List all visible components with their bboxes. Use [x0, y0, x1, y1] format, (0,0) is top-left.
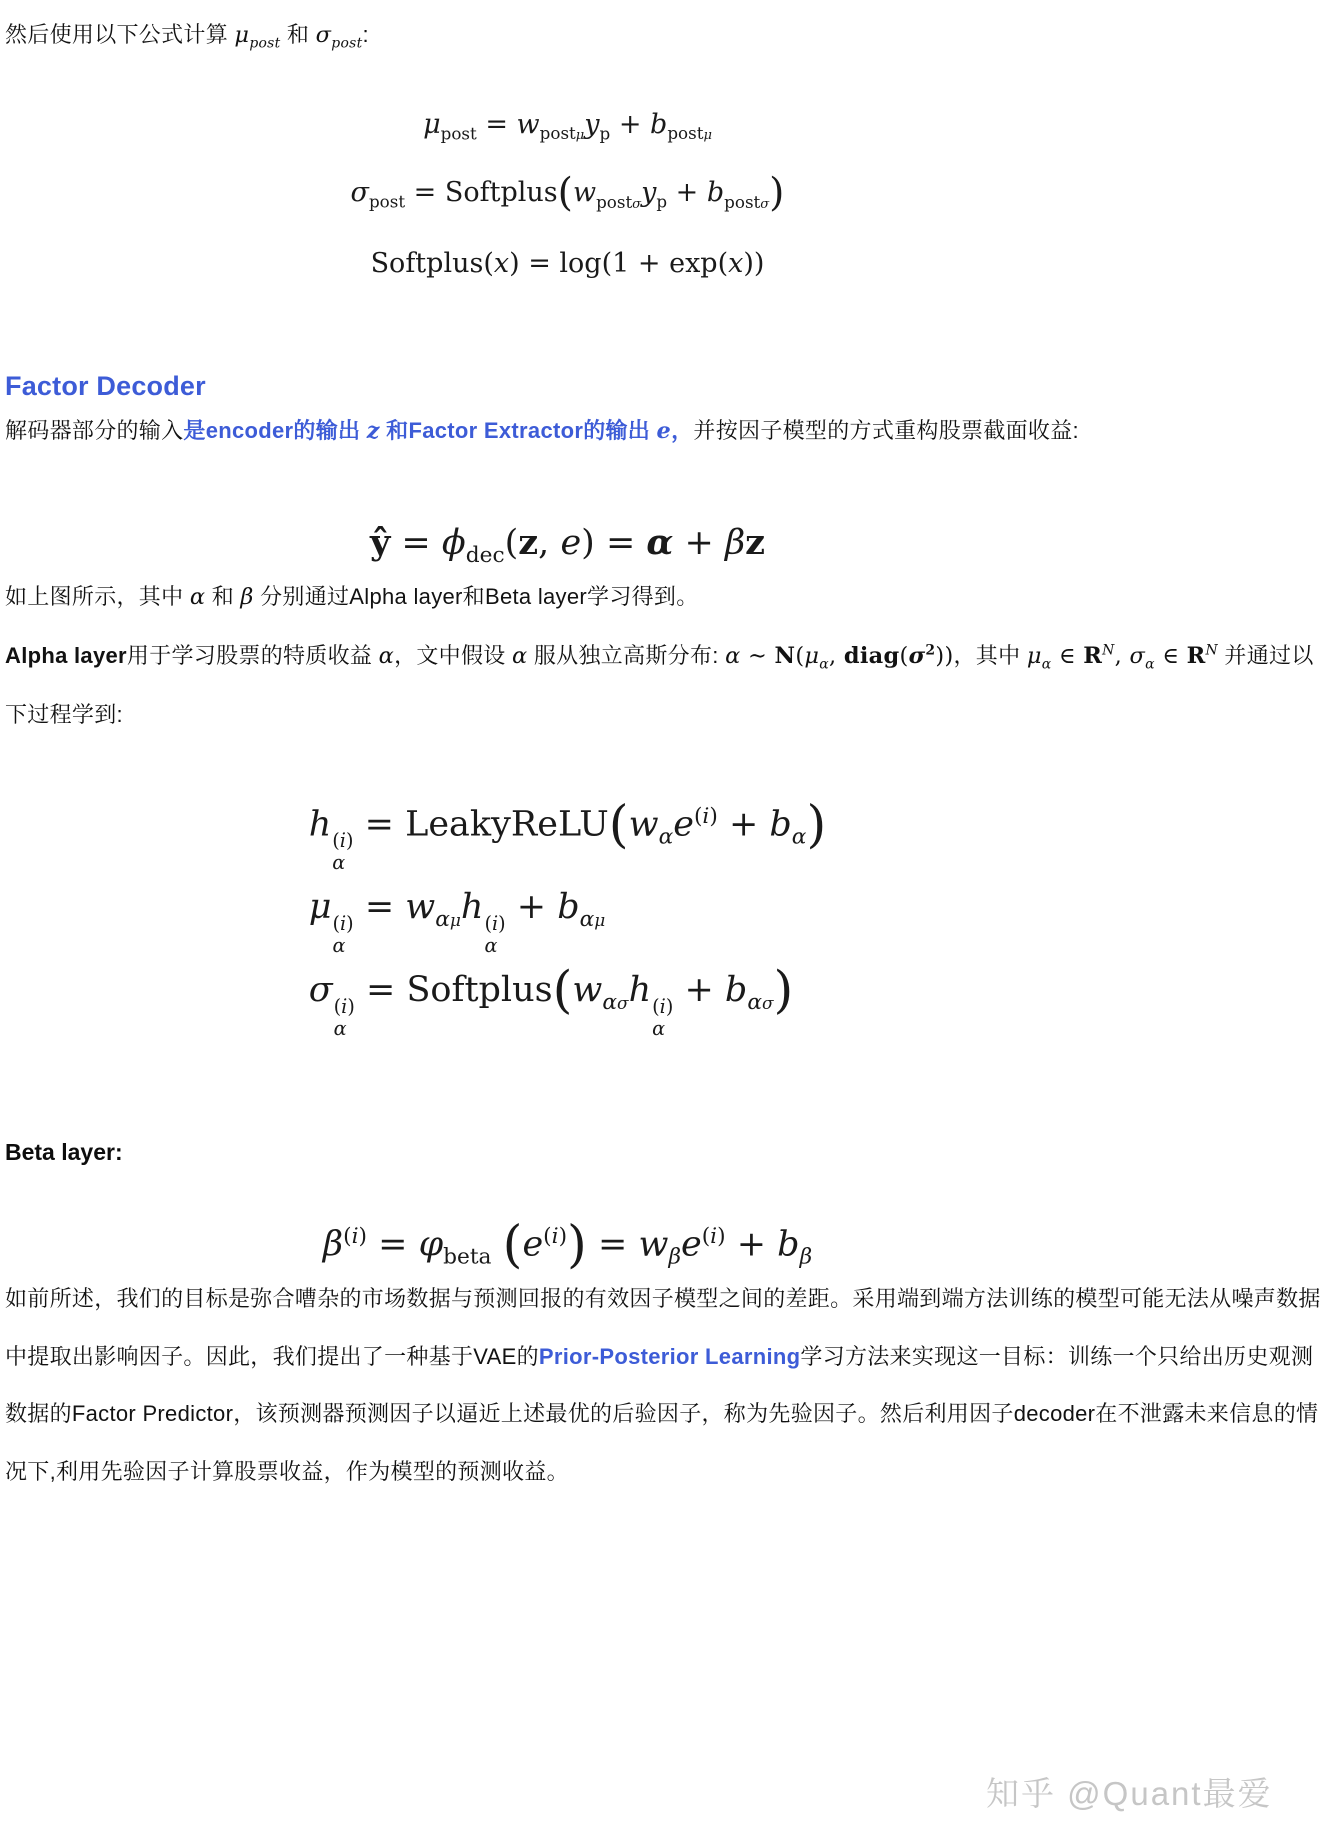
- formula-mu-post: $\mu_{post} = w_{post\mu}y_p + b_{post\mu}$: [423, 108, 712, 144]
- zhihu-watermark: 知乎 @Quant最爱: [986, 1775, 1273, 1812]
- formula-alpha-mu: μ (i) α = $w_{\alpha\mu}h$ (i) α + $b_{\alpha\mu}$: [308, 887, 606, 957]
- intro-text: 然后使用以下公式计算 $\mu_{post}$ 和 $\sigma_{post}$:: [5, 22, 369, 52]
- formula-sigma-post: $\sigma_{post}$ = $Softplus(w_{post\sigma}y_p + b_{post\sigma})$: [350, 170, 785, 216]
- heading-beta-layer: Beta layer:: [5, 1139, 123, 1166]
- alpha-beta-note: 如上图所示，其中 α 和 β 分别通过Alpha layer和Beta layer学习得到。: [5, 584, 699, 611]
- decoder-input-text: 解码器部分的输入是encoder的输出 z 和Factor Extractor的输出 e，并按因子模型的方式重构股票截面收益:: [5, 417, 1079, 444]
- formula-decoder: ŷ = $\phi_{dec}(z$, e) = α + βz: [369, 522, 766, 569]
- closing-text: 如前所述，我们的目标是弥合嘈杂的市场数据与预测回报的有效因子模型之间的差距。采用端到端方法训练的模型可能无法从噪声数据中提取出影响因子。因此，我们提出了一种基于VAE的Prior-Posterior Learning学习方法来实现这一目标：训练一个只给出历史观测数据的Factor Predictor，该预测器预测因子以逼近上述最优的后验因子，称为先验因子。然后利用因子decoder在不泄露未来信息的情况下,利用先验因子计算股票收益，作为模型的预测收益。: [5, 1285, 1321, 1484]
- formula-alpha-h: h (i) α = $LeakyReLU(w_\alpha e^{(i)} + b_\alpha)$: [308, 794, 827, 874]
- formula-alpha-sigma: σ (i) α = $Softplus(w_{\alpha\sigma}h$ (i) α + $b_{\alpha\sigma}$): [308, 960, 794, 1040]
- heading-factor-decoder: Factor Decoder: [5, 370, 206, 401]
- alpha-layer-text: Alpha layer用于学习股票的特质收益 α，文中假设 α 服从独立高斯分布: α ∼ $N(\mu_\alpha$, $diag(\sigma^2)$)，其中 $\mu_\alpha$ ∈ $R^N$, $\sigma_\alpha$ ∈ $R^N$ 并通过以下过程学到:: [5, 642, 1314, 727]
- formula-alpha-block: [5, 794, 1130, 1054]
- formula-beta: $\beta^{(i)} = \varphi_{beta}$ $(e^{(i)}) = w_\beta e^{(i)} + b_\beta$: [322, 1214, 813, 1274]
- formula-softplus-def: Softplus(x) = log(1 + exp(x)): [370, 247, 765, 279]
